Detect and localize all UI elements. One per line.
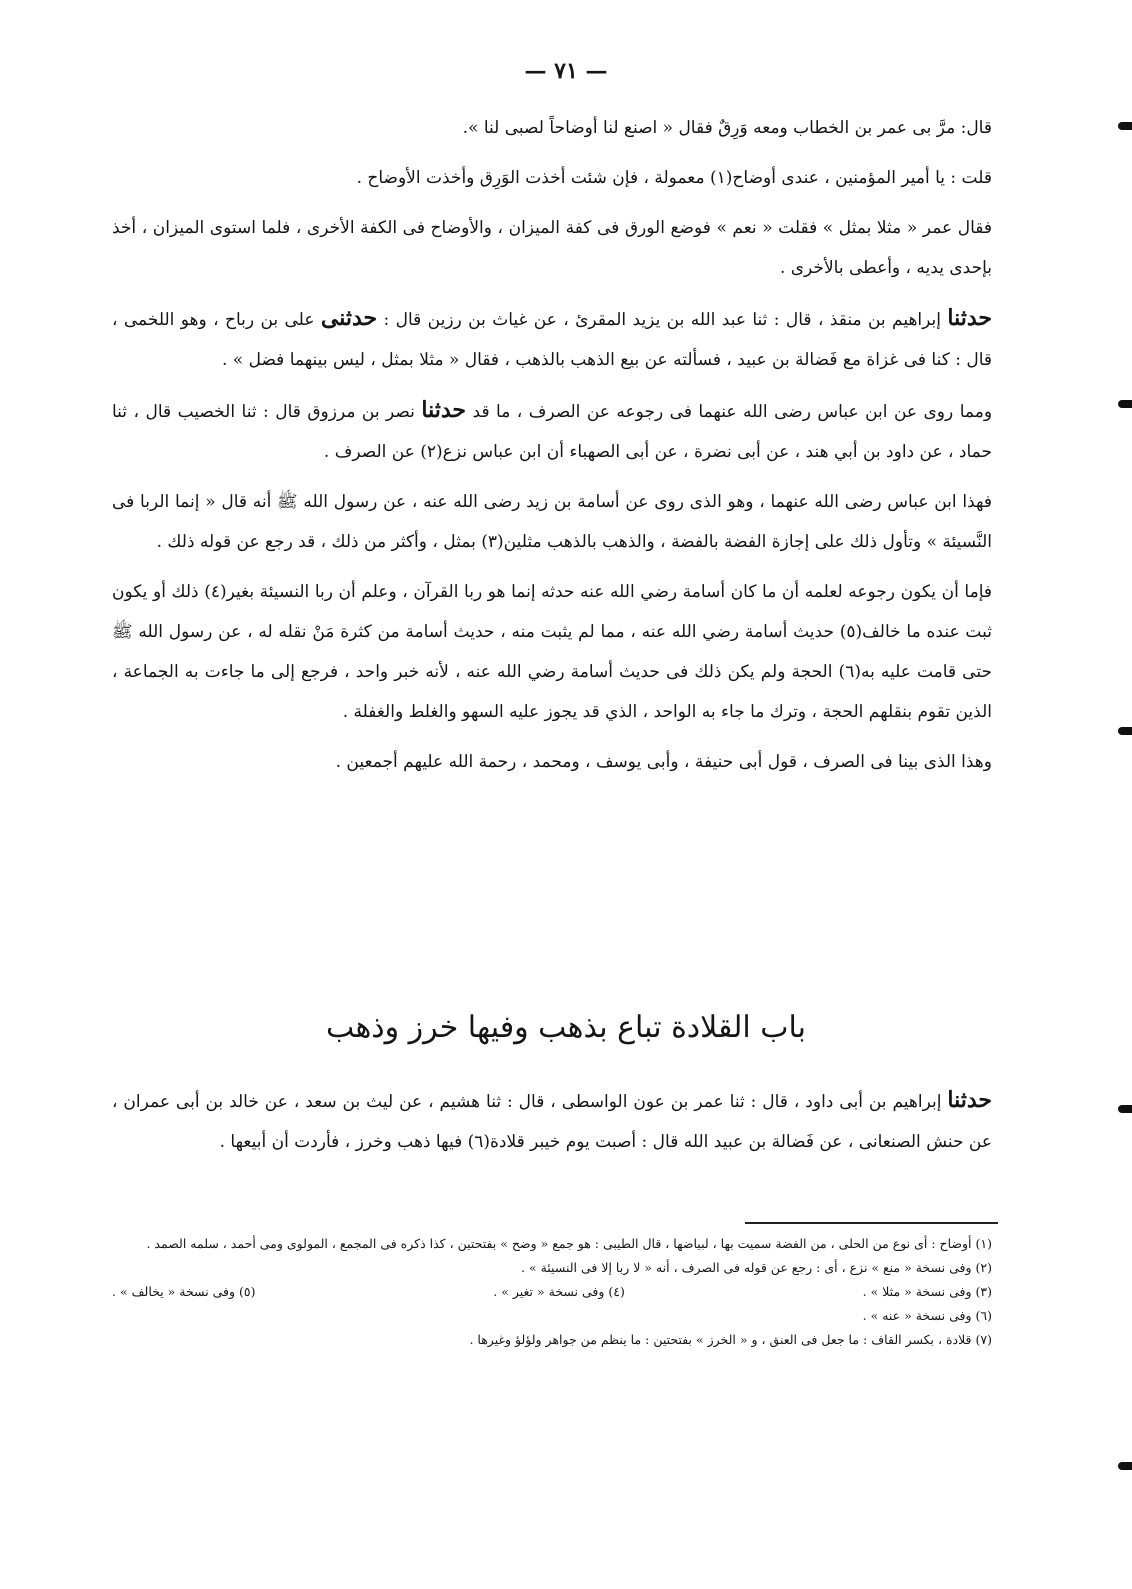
narration-keyword-2: حدثنى — [320, 305, 378, 331]
paragraph-9 — [112, 1080, 992, 1162]
footnote-6: (٦) وفى نسخة « عنه » . — [862, 1308, 992, 1323]
paragraph-5 — [112, 390, 992, 472]
footnotes — [112, 1232, 992, 1352]
paragraph-5-text-a: ومما روى عن ابن عباس رضى الله عنهما فى رجوعه عن الصرف ، ما قد — [472, 402, 993, 422]
margin-mark — [1118, 727, 1132, 735]
paragraph-4-text-a: إبراهيم بن منقذ ، قال : ثنا عبد الله بن يزيد المقرئ ، عن غياث بن رزين قال : — [383, 310, 941, 330]
paragraph-9-text: إبراهيم بن أبى داود ، قال : ثنا عمر بن عون الواسطى ، قال : ثنا هشيم ، عن ليث بن سعد ، عن خالد بن أبى عمران ، عن حنش الصنعانى ، عن فَضالة بن عبيد الله قال : أصبت يوم خيبر قلادة(٦) فيها ذهب وخرز ، فأردت أن أبيعها . — [112, 1092, 992, 1152]
page-number: — ٧١ — — [524, 58, 608, 84]
chapter-heading: باب القلادة تباع بذهب وفيها خرز وذهب — [326, 1010, 806, 1045]
narration-keyword-3: حدثنا — [421, 397, 467, 423]
margin-mark — [1118, 122, 1132, 130]
footnote-7: (٧) قلادة ، بكسر القاف : ما جعل فى العنق ، و « الخرز » بفتحتين : ما ينظم من جواهر ولؤلؤ وغيرها . — [469, 1332, 992, 1347]
footnote-4: (٤) وفى نسخة « تغير » . — [493, 1284, 625, 1299]
narration-keyword-4: حدثنا — [947, 1087, 992, 1113]
footnote-separator — [745, 1222, 998, 1224]
paragraph-2: قلت : يا أمير المؤمنين ، عندى أوضاح(١) معمولة ، فإن شئت أخذت الوَرِق وأخذت الأوضاح . — [356, 168, 992, 188]
margin-mark — [1118, 400, 1132, 408]
main-text-section-2 — [112, 1080, 992, 1172]
footnote-3: (٣) وفى نسخة « مثلا » . — [862, 1284, 992, 1299]
footnote-1: (١) أوضاح : أى نوع من الحلى ، من الفضة سميت بها ، لبياضها ، قال الطيبى : هو جمع « وضح » بفتحتين ، كذا ذكره فى المجمع ، المولوى ومى أحمد ، سلمه الصمد . — [146, 1236, 992, 1251]
paragraph-8: وهذا الذى بينا فى الصرف ، قول أبى حنيفة ، وأبى يوسف ، ومحمد ، رحمة الله عليهم أجمعين . — [335, 752, 992, 772]
paragraph-1: قال: مرَّ بى عمر بن الخطاب ومعه وَرِقٌ فقال « اصنع لنا أوضاحاً لصبى لنا ». — [462, 118, 992, 138]
paragraph-4-text-b: على بن رباح ، وهو اللخمى ، قال : كنا فى غزاة مع فَضالة بن عبيد ، فسألته عن بيع الذهب بالذهب ، فقال « مثلا بمثل ، ليس بينهما فضل » . — [112, 310, 992, 370]
paragraph-5-text-b: نصر بن مرزوق قال : ثنا الخصيب قال ، ثنا حماد ، عن داود بن أبي هند ، عن أبى نضرة ، عن أبى الصهباء أن ابن عباس نزع(٢) عن الصرف . — [112, 402, 992, 462]
footnote-2: (٢) وفى نسخة « منع » نزع ، أى : رجع عن قوله فى الصرف ، أنه « لا ربا إلا فى النسيئة » . — [521, 1260, 992, 1275]
paragraph-3: فقال عمر « مثلا بمثل » فقلت « نعم » فوضع الورق فى كفة الميزان ، والأوضاح فى الكفة الأخرى ، فلما استوى الميزان ، أخذ بإحدى يديه ، وأعطى بالأخرى . — [112, 218, 992, 278]
narration-keyword: حدثنا — [947, 305, 993, 331]
margin-mark — [1118, 1462, 1132, 1470]
paragraph-4 — [112, 298, 992, 380]
footnote-5: (٥) وفى نسخة « يخالف » . — [112, 1284, 256, 1299]
main-text-section-1 — [112, 108, 992, 792]
paragraph-6: فهذا ابن عباس رضى الله عنهما ، وهو الذى روى عن أسامة بن زيد رضى الله عنه ، عن رسول الله ﷺ أنه قال « إنما الربا فى النَّسيئة » وتأول ذلك على إجازة الفضة بالفضة ، والذهب بالذهب مثلين(٣) بمثل ، وأكثر من ذلك ، قد رجع عن قوله ذلك . — [112, 492, 992, 552]
paragraph-7: فإما أن يكون رجوعه لعلمه أن ما كان أسامة رضي الله عنه حدثه إنما هو ربا القرآن ، وعلم أن ربا النسيئة بغير(٤) ذلك أو يكون ثبت عنده ما خالف(٥) حديث أسامة رضي الله عنه ، مما لم يثبت منه ، حديث أسامة من كثرة مَنْ نقله له ، عن رسول الله ﷺ حتى قامت عليه به(٦) الحجة ولم يكن ذلك فى حديث أسامة رضي الله عنه ، لأنه خبر واحد ، فرجع إلى ما جاءت به الجماعة ، الذين تقوم بنقلهم الحجة ، وترك ما جاء به الواحد ، الذي قد يجوز عليه السهو والغلط والغفلة . — [112, 582, 992, 722]
footnote-row — [112, 1280, 992, 1304]
margin-mark — [1118, 1105, 1132, 1113]
